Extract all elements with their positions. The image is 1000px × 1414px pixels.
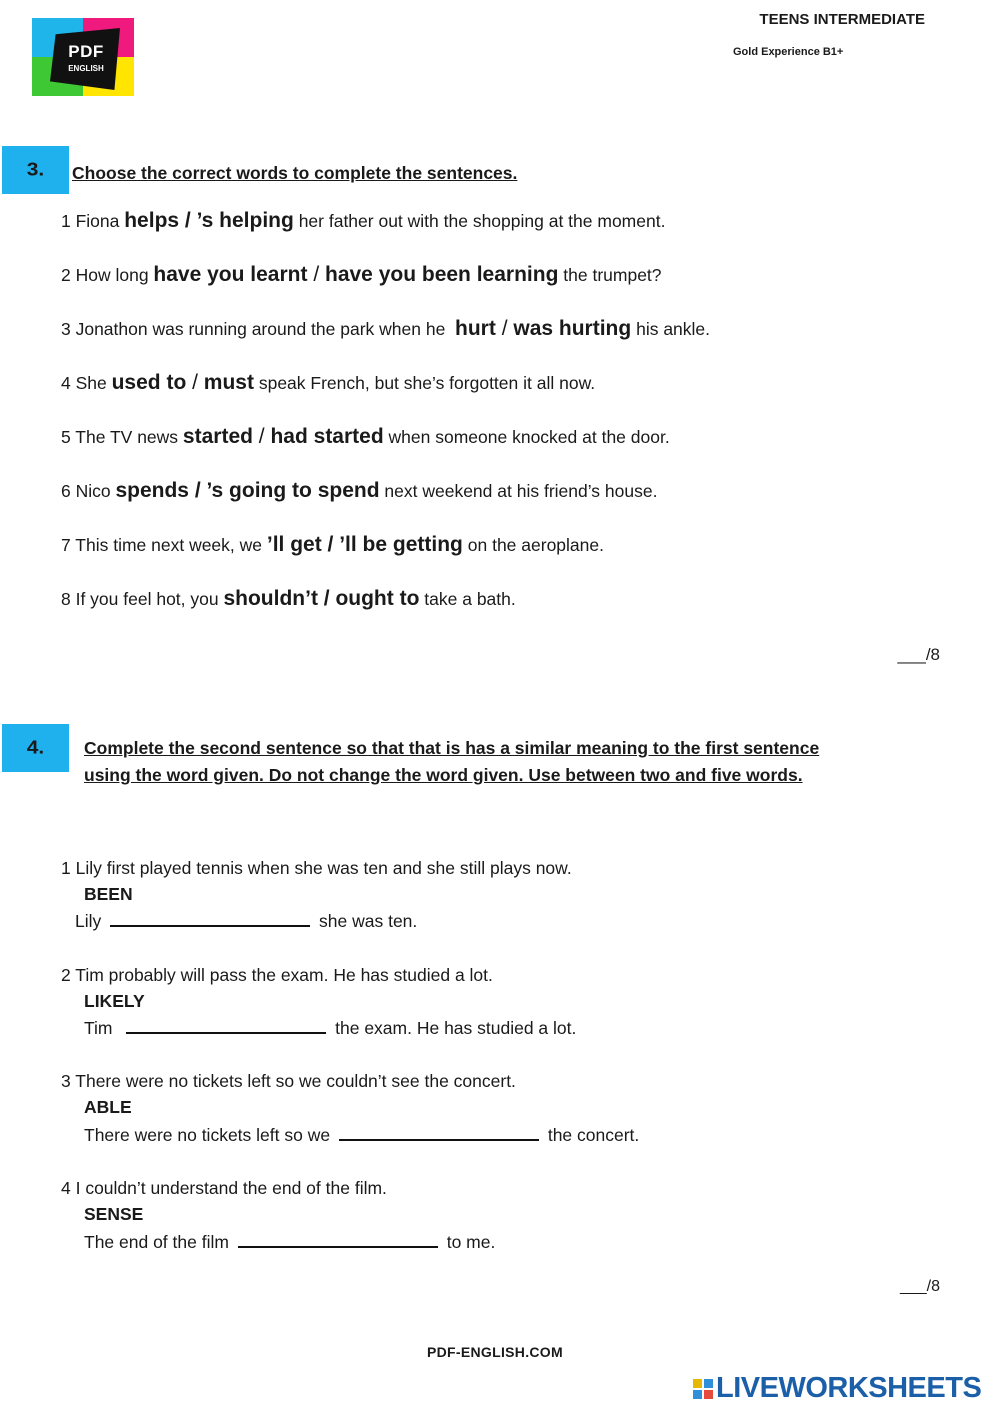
s4-item-3-answer-blank[interactable] xyxy=(339,1125,539,1141)
s4-item-4-keyword: SENSE xyxy=(84,1204,144,1224)
s3-item-2: 2 How long have you learnt / have you been learning the trumpet? xyxy=(61,263,662,286)
book-subtitle: Gold Experience B1+ xyxy=(733,46,844,58)
s3-item-5-option-a[interactable]: started xyxy=(182,425,253,448)
s3-item-7: 7 This time next week, we ’ll get / ’ll be getting on the aeroplane. xyxy=(61,533,604,556)
s3-item-2-option-a[interactable]: have you learnt xyxy=(153,263,308,286)
s3-item-5: 5 The TV news started / had started when someone knocked at the door. xyxy=(61,425,670,448)
section-3-instruction: Choose the correct words to complete the sentences. xyxy=(72,163,518,183)
s3-item-3-option-a[interactable]: hurt xyxy=(455,317,496,340)
s4-item-2-answer-blank[interactable] xyxy=(126,1018,326,1034)
level-title: TEENS INTERMEDIATE xyxy=(759,11,925,28)
logo-text-english: ENGLISH xyxy=(68,64,104,73)
section-4-instruction-line-2: using the word given. Do not change the word given. Use between two and five words. xyxy=(84,765,803,785)
s3-item-1: 1 Fiona helps / ’s helping her father out with the shopping at the moment. xyxy=(61,209,666,232)
s4-item-3-sentence: 3 There were no tickets left so we couldn’t see the concert. xyxy=(61,1071,516,1091)
s4-item-2-gap-line: Tim the exam. He has studied a lot. xyxy=(84,1018,577,1038)
s4-item-1-gap-line: Lily she was ten. xyxy=(75,911,418,931)
s4-item-4-answer-blank[interactable] xyxy=(238,1232,438,1248)
liveworksheets-logo xyxy=(693,1372,981,1405)
section-3-badge: 3. xyxy=(2,146,69,194)
s4-item-1-answer-blank[interactable] xyxy=(110,911,310,927)
liveworksheets-grid-icon xyxy=(693,1379,713,1399)
pdf-english-logo xyxy=(32,18,134,96)
logo-text-pdf: PDF xyxy=(68,42,104,61)
s3-item-2-option-b[interactable]: have you been learning xyxy=(325,263,559,286)
section-4-instruction-line-1: Complete the second sentence so that that is has a similar meaning to the first sentence xyxy=(84,738,820,758)
s3-item-8: 8 If you feel hot, you shouldn’t / ought to take a bath. xyxy=(61,587,516,610)
s3-item-7-options[interactable]: ’ll get / ’ll be getting xyxy=(266,533,463,556)
s4-item-2-keyword: LIKELY xyxy=(84,991,145,1011)
liveworksheets-brand: LIVEWORKSHEETS xyxy=(716,1372,982,1404)
s4-item-3-gap-line: There were no tickets left so we the concert. xyxy=(84,1125,640,1145)
s3-item-6-options[interactable]: spends / ’s going to spend xyxy=(115,479,380,502)
s3-item-4-option-a[interactable]: used to xyxy=(111,371,187,394)
s4-item-1-keyword: BEEN xyxy=(84,884,133,904)
s4-item-1-sentence: 1 Lily first played tennis when she was ten and she still plays now. xyxy=(61,858,572,878)
s3-item-1-options[interactable]: helps / ’s helping xyxy=(124,209,294,232)
section-4-score: ___/8 xyxy=(899,1278,940,1295)
s3-item-4-option-b[interactable]: must xyxy=(203,371,254,394)
s3-item-4: 4 She used to / must speak French, but she’s forgotten it all now. xyxy=(61,371,596,394)
section-3-score: ___/8 xyxy=(897,645,940,664)
s4-item-2-sentence: 2 Tim probably will pass the exam. He has studied a lot. xyxy=(61,965,493,985)
section-4-badge: 4. xyxy=(2,724,69,772)
s3-item-6: 6 Nico spends / ’s going to spend next weekend at his friend’s house. xyxy=(61,479,658,502)
s3-item-3: 3 Jonathon was running around the park when he hurt / was hurting his ankle. xyxy=(61,317,711,340)
footer-website-url[interactable]: PDF-ENGLISH.COM xyxy=(427,1344,563,1360)
s3-item-8-options[interactable]: shouldn’t / ought to xyxy=(223,587,420,610)
s4-item-4-gap-line: The end of the film to me. xyxy=(84,1232,496,1252)
s3-item-5-option-b[interactable]: had started xyxy=(270,425,384,448)
s3-item-3-option-b[interactable]: was hurting xyxy=(513,317,632,340)
s4-item-4-sentence: 4 I couldn’t understand the end of the film. xyxy=(61,1178,387,1198)
s4-item-3-keyword: ABLE xyxy=(84,1097,132,1117)
